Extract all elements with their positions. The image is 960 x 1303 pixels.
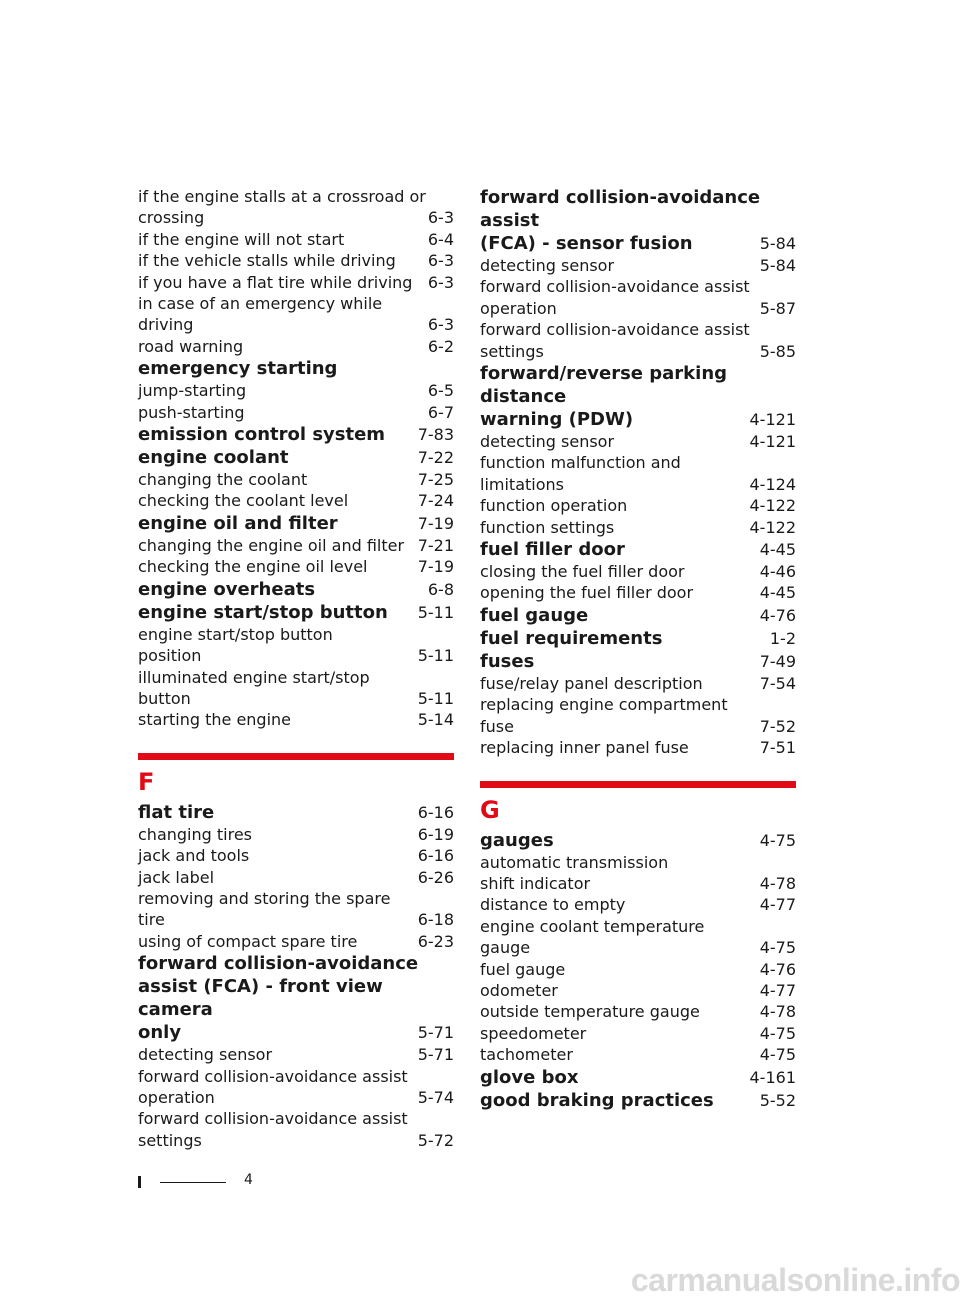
entry-text: flat tire xyxy=(138,801,215,823)
page-reference: 5-84 xyxy=(759,234,796,253)
index-entry xyxy=(138,556,454,577)
index-heading xyxy=(480,650,796,673)
page-reference: 7-54 xyxy=(759,673,796,693)
page-reference: 6-3 xyxy=(427,208,454,228)
page-reference: 6-5 xyxy=(427,381,454,401)
page-reference: 4-77 xyxy=(759,895,796,915)
page-reference: 6-16 xyxy=(417,802,454,822)
entry-text: position xyxy=(138,646,202,666)
entry-text: checking the engine oil level xyxy=(138,557,368,577)
entry-text: tire xyxy=(138,910,165,930)
entry-text: closing the fuel filler door xyxy=(480,562,685,582)
page-reference: 5-84 xyxy=(759,256,796,275)
index-heading xyxy=(480,538,796,561)
index-entry xyxy=(138,645,454,666)
index-entry xyxy=(138,250,454,271)
index-entry xyxy=(138,402,454,423)
entry-text: warning (PDW) xyxy=(480,409,634,431)
page-reference: 6-2 xyxy=(427,336,454,356)
page-reference: 4-46 xyxy=(759,562,796,582)
page-reference: 5-11 xyxy=(417,602,454,622)
page-reference: 4-76 xyxy=(759,959,796,979)
page-reference: 7-52 xyxy=(759,716,796,736)
index-entry xyxy=(480,561,796,582)
entry-text: replacing inner panel fuse xyxy=(480,738,689,758)
entry-text: limitations xyxy=(480,474,564,494)
page-reference: 5-87 xyxy=(759,298,796,318)
index-entry xyxy=(480,1023,796,1044)
entry-text: engine start/stop button xyxy=(138,601,388,623)
page-reference: 7-21 xyxy=(417,535,454,555)
index-entry xyxy=(480,737,796,758)
page-reference: 4-75 xyxy=(759,1023,796,1043)
index-entry xyxy=(480,980,796,1001)
index-entry xyxy=(138,314,454,335)
page-number: 4 xyxy=(244,1172,253,1188)
entries-block-f xyxy=(138,801,454,1151)
page-reference: 6-3 xyxy=(427,251,454,271)
entry-text: (FCA) - sensor fusion xyxy=(480,233,693,254)
page-reference: 7-83 xyxy=(417,425,454,445)
index-entry-line: replacing engine compartment xyxy=(480,695,728,715)
index-entry xyxy=(480,517,796,538)
page-reference: 4-77 xyxy=(759,980,796,1000)
entry-text: if the vehicle stalls while driving xyxy=(138,251,396,271)
entry-text: operation xyxy=(480,298,557,318)
page-reference: 7-51 xyxy=(759,738,796,758)
index-entry-line: if the engine stalls at a crossroad or xyxy=(138,187,426,206)
page-reference: 5-72 xyxy=(417,1130,454,1150)
entry-text: emergency starting xyxy=(138,358,338,380)
index-heading xyxy=(480,408,796,431)
index-entry-line: forward collision-avoidance assist xyxy=(480,277,750,297)
page-reference: 6-3 xyxy=(427,315,454,335)
entry-text: detecting sensor xyxy=(480,256,615,275)
page-reference: 6-8 xyxy=(427,579,454,599)
entries-block-g xyxy=(480,829,796,1112)
entry-text: crossing xyxy=(138,208,205,228)
index-heading xyxy=(480,1066,796,1089)
index-entry-line: function malfunction and xyxy=(480,453,681,473)
page-reference: 7-24 xyxy=(417,491,454,511)
index-entry xyxy=(480,431,796,452)
entry-text: speedometer xyxy=(480,1023,587,1043)
index-heading xyxy=(480,604,796,627)
index-entry-line: forward collision-avoidance assist xyxy=(138,1109,408,1129)
index-entry xyxy=(480,894,796,915)
index-entry xyxy=(138,688,454,709)
index-entry-line: engine start/stop button xyxy=(138,624,333,644)
index-entry xyxy=(480,495,796,516)
index-entry xyxy=(480,341,796,362)
index-heading xyxy=(138,423,454,446)
entry-text: engine coolant xyxy=(138,447,289,469)
index-entry xyxy=(138,336,454,357)
entry-text: fuel gauge xyxy=(480,959,566,979)
entry-text: driving xyxy=(138,315,194,335)
index-heading xyxy=(138,601,454,624)
entry-text: checking the coolant level xyxy=(138,491,349,511)
entry-text: settings xyxy=(480,341,544,361)
entry-text: only xyxy=(138,1022,182,1044)
index-entry-line: forward collision-avoidance assist xyxy=(138,1066,408,1086)
page-reference: 4-124 xyxy=(749,474,796,494)
index-entry xyxy=(480,959,796,980)
index-entry xyxy=(138,1044,454,1065)
index-entry xyxy=(138,207,454,228)
page-reference: 4-121 xyxy=(749,410,796,430)
index-heading xyxy=(138,801,454,824)
index-column-right xyxy=(480,186,796,1112)
index-entry-line: engine coolant temperature xyxy=(480,916,705,936)
entry-text: gauges xyxy=(480,829,554,851)
section-letter: F xyxy=(138,767,155,796)
page-reference: 1-2 xyxy=(769,628,796,648)
entry-text: if you have a flat tire while driving xyxy=(138,272,413,292)
index-entry xyxy=(480,673,796,694)
page-reference: 4-78 xyxy=(759,1002,796,1022)
entry-text: jack and tools xyxy=(138,846,250,866)
page-reference: 7-19 xyxy=(417,557,454,577)
index-entry xyxy=(138,709,454,730)
entry-text: changing the coolant xyxy=(138,470,308,490)
entry-text: outside temperature gauge xyxy=(480,1002,700,1022)
index-entry xyxy=(138,490,454,511)
index-entry xyxy=(138,845,454,866)
entries-block-f-cont xyxy=(480,186,796,759)
index-entry xyxy=(480,255,796,276)
index-column-left xyxy=(138,186,454,1151)
entry-text: detecting sensor xyxy=(138,1045,273,1065)
page-reference: 4-121 xyxy=(749,432,796,452)
page-reference: 7-19 xyxy=(417,513,454,533)
index-entry xyxy=(138,469,454,490)
index-heading-line: assist (FCA) - front view camera xyxy=(138,976,383,1021)
page-reference: 5-85 xyxy=(759,341,796,361)
entry-text: glove box xyxy=(480,1066,579,1088)
index-entry xyxy=(480,1001,796,1022)
index-entry xyxy=(138,380,454,401)
entry-text: fuse xyxy=(480,716,514,736)
entry-text: engine oil and filter xyxy=(138,512,338,534)
page-reference: 5-52 xyxy=(759,1090,796,1110)
entry-text: shift indicator xyxy=(480,873,591,893)
page-reference: 5-14 xyxy=(417,710,454,730)
page-reference: 4-161 xyxy=(749,1067,796,1087)
page-reference: 7-25 xyxy=(417,470,454,490)
entry-text: settings xyxy=(138,1130,202,1150)
index-entry xyxy=(480,716,796,737)
page-reference: 4-75 xyxy=(759,1045,796,1065)
index-entry xyxy=(138,909,454,930)
entry-text: function operation xyxy=(480,496,628,516)
entry-text: using of compact spare tire xyxy=(138,931,358,951)
page-reference: 6-7 xyxy=(427,402,454,422)
entries-block-e xyxy=(138,186,454,731)
footer-index-mark xyxy=(138,1176,141,1188)
entry-text: fuse/relay panel description xyxy=(480,673,703,693)
entry-text: emission control system xyxy=(138,424,386,446)
footer-rule xyxy=(160,1182,226,1183)
page-reference: 4-122 xyxy=(749,496,796,516)
entry-text: push-starting xyxy=(138,402,245,422)
index-heading xyxy=(138,446,454,469)
page-reference: 5-11 xyxy=(417,646,454,666)
index-heading xyxy=(480,232,796,255)
index-entry xyxy=(138,931,454,952)
index-entry xyxy=(480,474,796,495)
page-reference: 6-26 xyxy=(417,867,454,887)
entry-text: fuel filler door xyxy=(480,539,625,561)
entry-text: jack label xyxy=(138,867,215,887)
index-entry xyxy=(138,229,454,250)
section-divider-bar xyxy=(480,781,796,788)
entry-text: odometer xyxy=(480,980,558,1000)
index-entry-line: illuminated engine start/stop xyxy=(138,667,370,687)
entry-text: changing the engine oil and filter xyxy=(138,535,405,555)
index-entry-line: in case of an emergency while xyxy=(138,294,383,314)
entry-text: starting the engine xyxy=(138,710,292,730)
page-reference: 5-74 xyxy=(417,1087,454,1107)
page-reference: 4-78 xyxy=(759,873,796,893)
entry-text: opening the fuel filler door xyxy=(480,583,694,603)
entry-text: changing tires xyxy=(138,824,252,844)
entry-text: button xyxy=(138,688,191,708)
index-heading xyxy=(138,578,454,601)
index-entry xyxy=(138,1087,454,1108)
index-entry-line: removing and storing the spare xyxy=(138,888,391,908)
index-entry xyxy=(480,1044,796,1065)
page-reference: 5-11 xyxy=(417,688,454,708)
entry-text: fuel requirements xyxy=(480,627,663,649)
page-reference: 7-49 xyxy=(759,651,796,671)
index-heading xyxy=(480,829,796,852)
index-entry xyxy=(138,272,454,293)
page-reference: 5-71 xyxy=(417,1045,454,1065)
page-reference: 6-4 xyxy=(427,229,454,249)
entry-text: gauge xyxy=(480,938,531,958)
page-reference: 6-23 xyxy=(417,931,454,951)
index-heading-line: forward collision-avoidance assist xyxy=(480,187,761,231)
index-heading xyxy=(480,627,796,650)
index-entry-line: automatic transmission xyxy=(480,852,669,872)
index-entry xyxy=(138,867,454,888)
page-reference: 6-19 xyxy=(417,824,454,844)
entry-text: jump-starting xyxy=(138,381,247,401)
page-reference: 4-75 xyxy=(759,938,796,958)
entry-text: good braking practices xyxy=(480,1089,714,1111)
index-entry xyxy=(480,937,796,958)
index-entry xyxy=(138,535,454,556)
section-divider-bar xyxy=(138,753,454,760)
index-heading xyxy=(480,1089,796,1112)
index-entry-line: forward collision-avoidance assist xyxy=(480,320,750,340)
page-reference: 4-75 xyxy=(759,830,796,850)
page-reference: 4-122 xyxy=(749,517,796,537)
entry-text: road warning xyxy=(138,336,244,356)
page-reference: 7-22 xyxy=(417,448,454,468)
page-reference: 6-18 xyxy=(417,910,454,930)
entry-text: operation xyxy=(138,1087,215,1107)
entry-text: fuel gauge xyxy=(480,604,589,626)
page-reference: 6-16 xyxy=(417,846,454,866)
index-entry xyxy=(480,873,796,894)
entry-text: function settings xyxy=(480,517,615,537)
index-heading-line: forward collision-avoidance xyxy=(138,953,419,975)
index-entry xyxy=(138,824,454,845)
entry-text: if the engine will not start xyxy=(138,229,345,249)
watermark: carmanualsonline.info xyxy=(630,1262,960,1298)
entry-text: tachometer xyxy=(480,1045,573,1065)
page-reference: 4-76 xyxy=(759,605,796,625)
page-reference: 4-45 xyxy=(759,540,796,560)
index-entry xyxy=(480,582,796,603)
section-letter: G xyxy=(480,795,500,824)
index-heading xyxy=(138,357,454,380)
entry-text: fuses xyxy=(480,650,535,672)
index-heading xyxy=(138,1021,454,1044)
entry-text: engine overheats xyxy=(138,578,316,600)
entry-text: detecting sensor xyxy=(480,432,615,452)
index-entry xyxy=(138,1130,454,1151)
entry-text: distance to empty xyxy=(480,895,626,915)
index-heading xyxy=(138,512,454,535)
index-entry xyxy=(480,298,796,319)
page-reference: 5-71 xyxy=(417,1023,454,1043)
page-reference: 6-3 xyxy=(427,272,454,292)
index-heading-line: forward/reverse parking distance xyxy=(480,363,728,408)
page-reference: 4-45 xyxy=(759,583,796,603)
